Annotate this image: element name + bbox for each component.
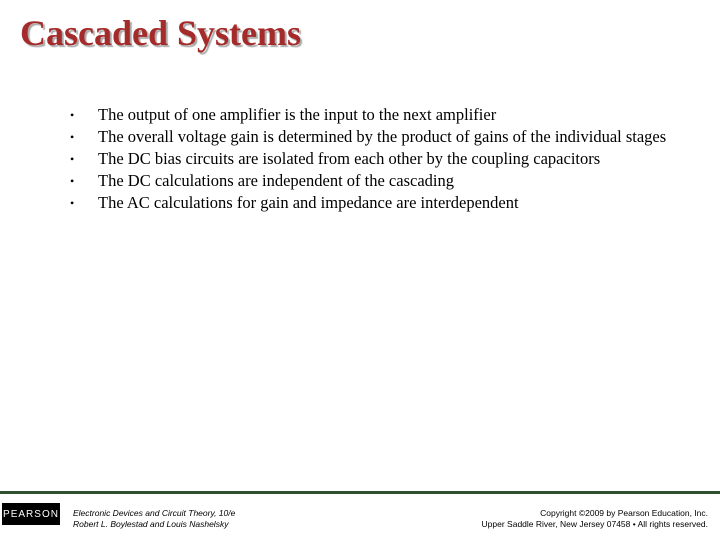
- book-title: Electronic Devices and Circuit Theory, 10/e: [73, 508, 236, 518]
- bullet-dot: •: [70, 152, 75, 166]
- pearson-logo: PEARSON: [2, 503, 60, 525]
- bullet-text: The DC calculations are independent of the cascading: [98, 171, 454, 190]
- book-authors: Robert L. Boylestad and Louis Nashelsky: [73, 519, 229, 529]
- bullet-text: The overall voltage gain is determined by the product of gains of the individual stages: [98, 127, 667, 146]
- bullet-text: The DC bias circuits are isolated from each other by the coupling capacitors: [98, 149, 601, 168]
- bullet-dot: •: [70, 130, 75, 144]
- bullet-dot: •: [70, 196, 75, 210]
- footer-divider: [0, 491, 720, 494]
- bullet-dot: •: [70, 174, 75, 188]
- book-citation: [73, 508, 235, 530]
- bullet-text: The AC calculations for gain and impedance are interdependent: [98, 193, 519, 212]
- bullet-list: [70, 104, 690, 214]
- bullet-item: [70, 126, 690, 148]
- bullet-item: [70, 170, 690, 192]
- bullet-text: The output of one amplifier is the input to the next amplifier: [98, 105, 497, 124]
- bullet-dot: •: [70, 108, 75, 122]
- address-line: Upper Saddle River, New Jersey 07458 • All rights reserved.: [481, 519, 708, 529]
- bullet-item: [70, 148, 690, 170]
- copyright-notice: [482, 508, 708, 530]
- slide-title: Cascaded Systems: [20, 13, 302, 53]
- copyright-line: Copyright ©2009 by Pearson Education, Inc.: [540, 508, 708, 518]
- bullet-item: [70, 192, 690, 214]
- bullet-item: [70, 104, 690, 126]
